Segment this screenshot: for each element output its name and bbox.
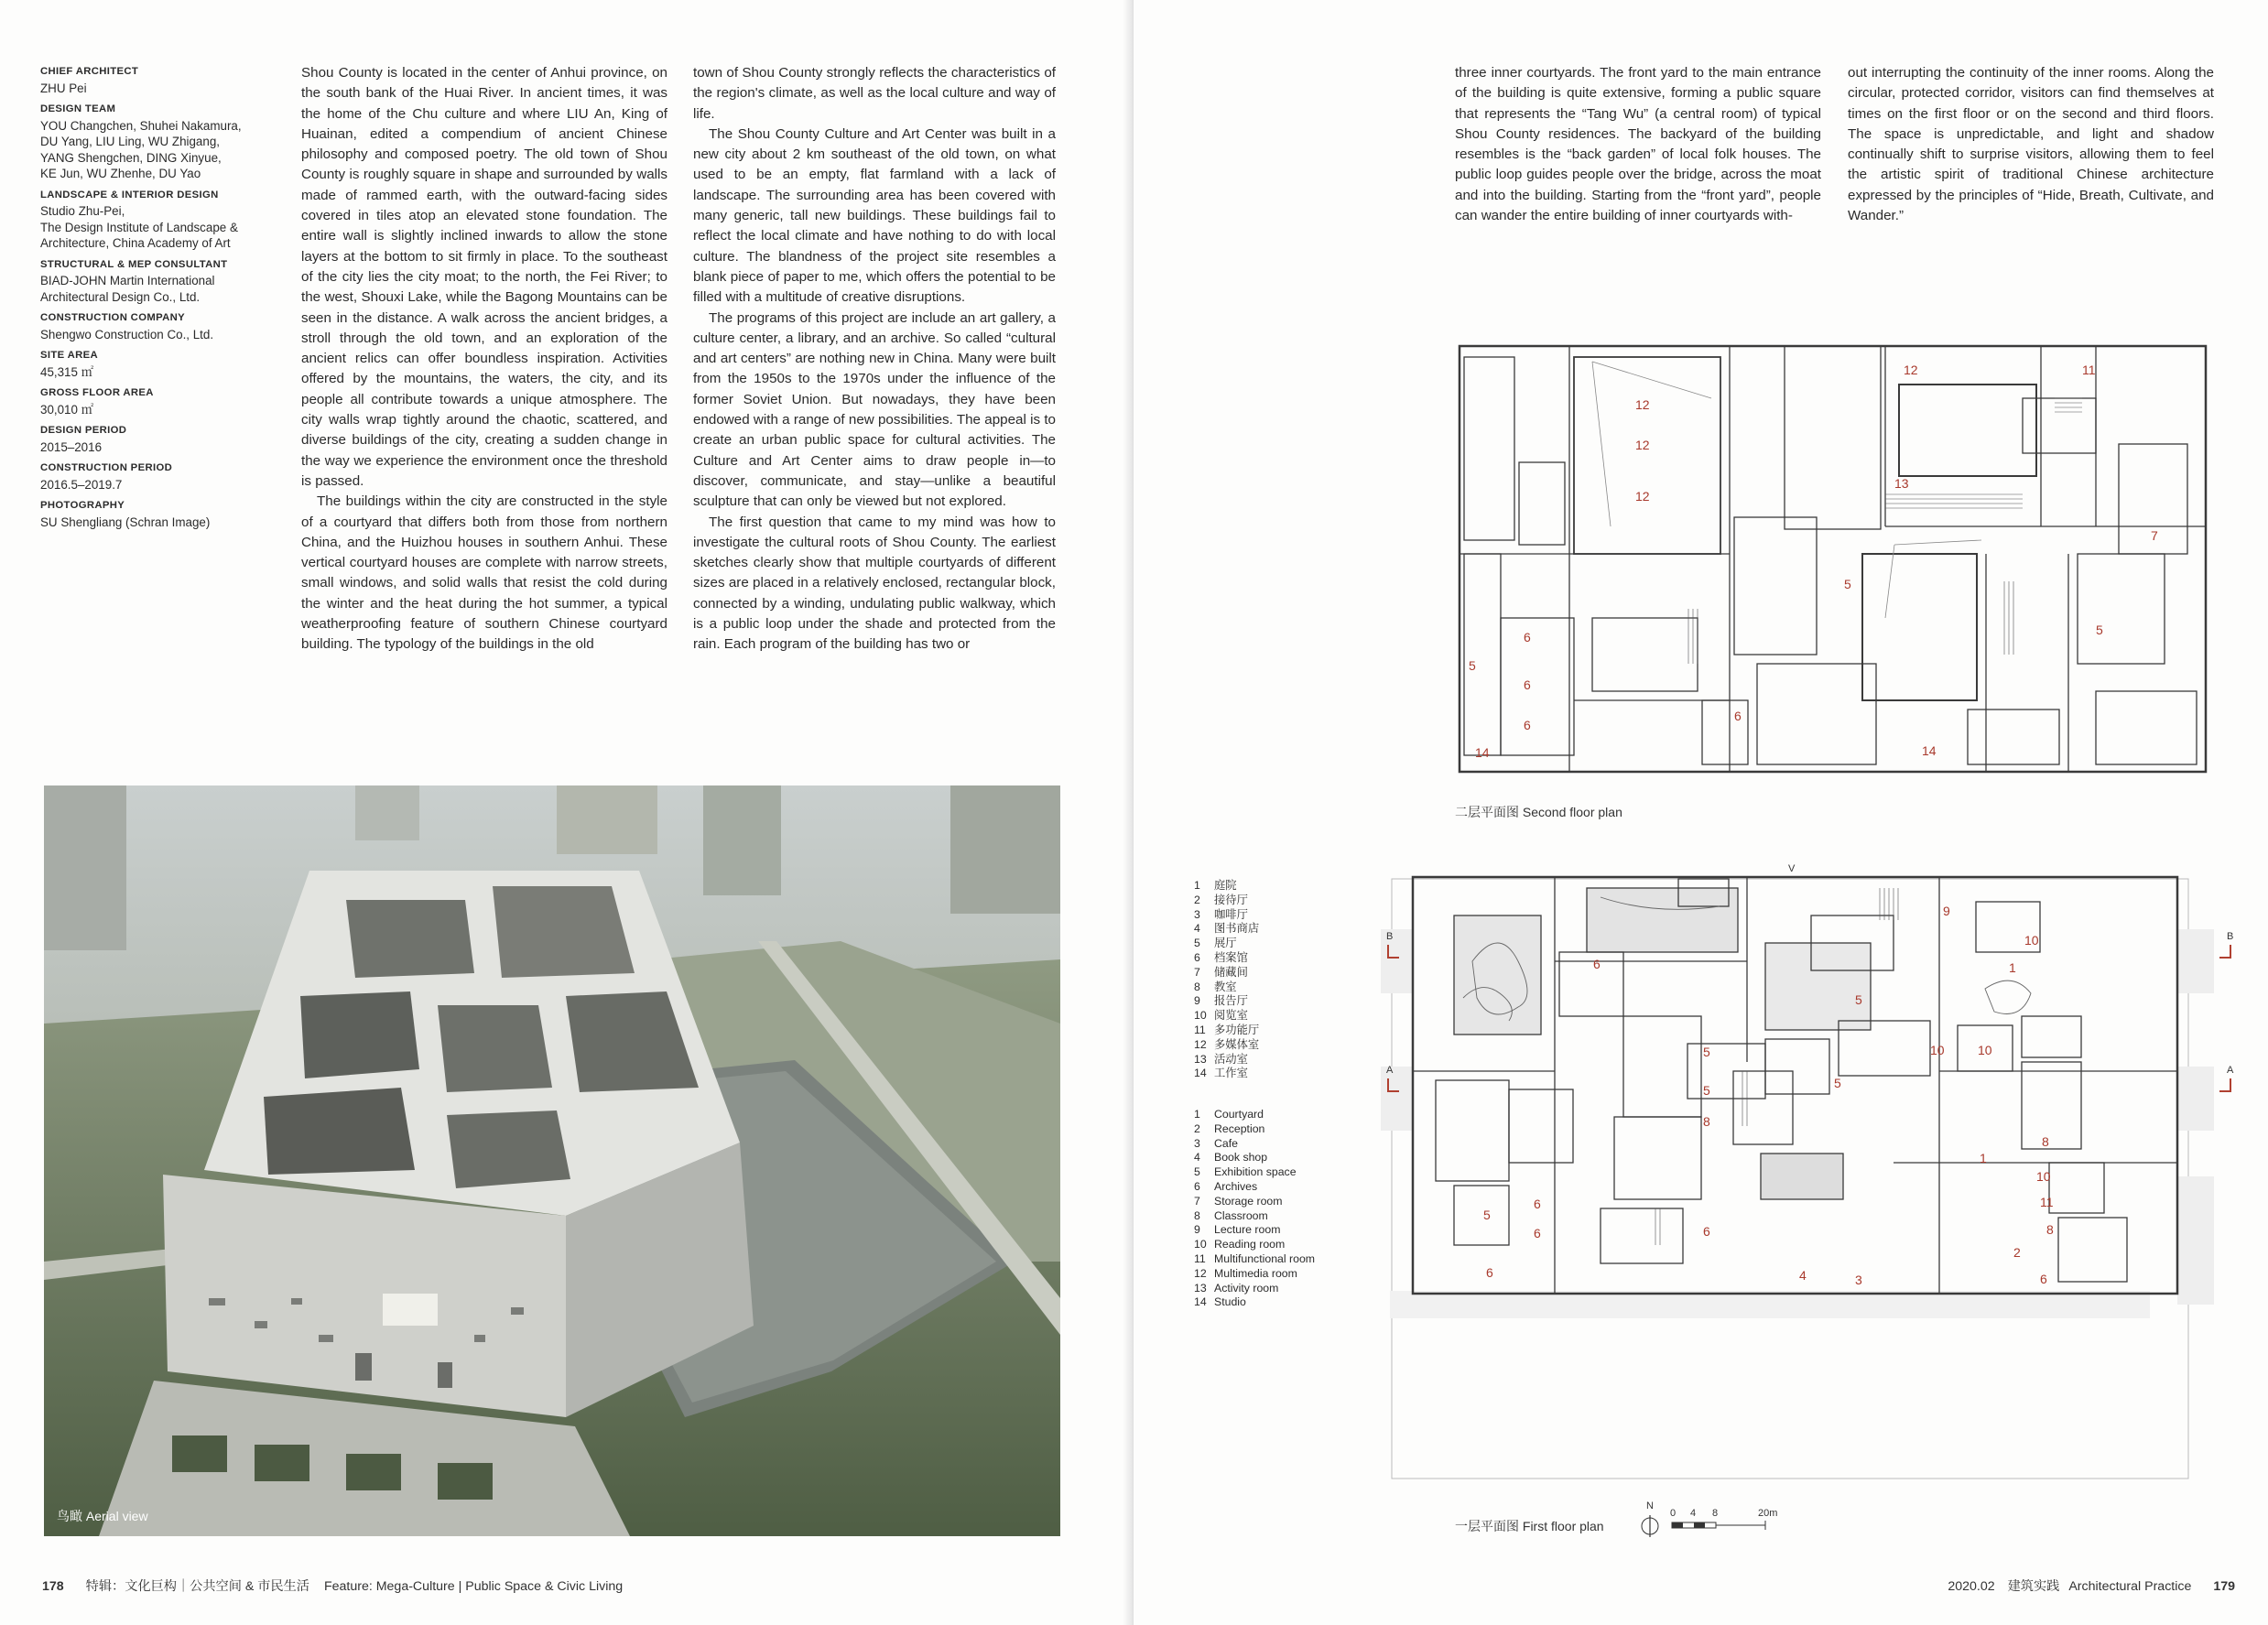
room-label: 6 [1703, 1224, 1710, 1239]
legend-item [1194, 1282, 1315, 1296]
room-label: 12 [1904, 363, 1918, 377]
legend-text: Archives [1214, 1179, 1258, 1193]
credit-label: CHIEF ARCHITECT [40, 66, 139, 77]
legend-text: 工作室 [1214, 1067, 1248, 1080]
paragraph: out interrupting the continuity of the inner rooms. Along the circular, protected corridor, visitors can find themselves at times on the first floor or on the second and third floors. The space is unpredictable, and light and shadow continually shift to surprise visitors, allowing them to feel the artistic spirit of traditional Chinese architecture expressed by the principles of “Hide, Breath, Cultivate, and Wander.” [1848, 65, 2214, 224]
section-cn: 特辑：文化巨构｜公共空间 & 市民生活 [85, 1579, 309, 1594]
legend-item [1194, 1009, 1259, 1024]
legend-item [1194, 1252, 1315, 1267]
section-mark: B [2227, 931, 2234, 942]
body-column-4 [1848, 63, 2214, 226]
legend-text: 图书商店 [1214, 922, 1260, 936]
room-label: 13 [1894, 476, 1909, 491]
legend-number: 14 [1194, 1295, 1207, 1309]
legend-text: 教室 [1214, 980, 1237, 993]
legend-number: 5 [1194, 937, 1200, 950]
room-label: 8 [2046, 1222, 2054, 1237]
footer-right [1948, 1576, 2235, 1595]
legend-text: 庭院 [1214, 879, 1237, 892]
legend-number: 8 [1194, 1208, 1200, 1222]
footer-left [42, 1576, 623, 1595]
credit-entry [40, 498, 278, 530]
legend-number: 12 [1194, 1266, 1207, 1280]
legend-text: Reception [1214, 1121, 1265, 1135]
legend-text: Lecture room [1214, 1223, 1281, 1237]
aerial-photo [44, 785, 1060, 1536]
legend-text: 阅览室 [1214, 1009, 1248, 1023]
room-label: 6 [2040, 1272, 2047, 1286]
credit-entry [40, 102, 278, 182]
room-label: 6 [1593, 957, 1601, 971]
body-column-1 [301, 63, 667, 655]
credit-value: BIAD-JOHN Martin International Architectural Design Co., Ltd. [40, 274, 215, 304]
scale-tick-20m: 20m [1758, 1508, 1778, 1519]
section-mark: A [2227, 1065, 2234, 1076]
scale-tick-0: 0 [1670, 1508, 1677, 1519]
first-floor-plan [1381, 861, 2260, 1483]
legend-item [1194, 894, 1259, 908]
legend-text: Storage room [1214, 1194, 1283, 1208]
legend-number: 12 [1194, 1037, 1207, 1051]
room-label: 5 [1483, 1208, 1491, 1222]
legend-item [1194, 1195, 1315, 1209]
legend-item [1194, 1137, 1315, 1152]
legend-number: 1 [1194, 879, 1200, 892]
legend-text: 档案馆 [1214, 950, 1248, 964]
legend-item [1194, 1209, 1315, 1224]
room-label: 11 [2040, 1195, 2054, 1209]
room-label: 10 [2024, 933, 2039, 948]
credit-label: PHOTOGRAPHY [40, 500, 125, 511]
legend-text: 多媒体室 [1214, 1037, 1260, 1051]
room-label: 12 [1635, 438, 1650, 452]
legend-item [1194, 1151, 1315, 1165]
room-label: 6 [1524, 630, 1531, 645]
credit-entry [40, 423, 278, 455]
project-credits [40, 64, 278, 536]
legend-en [1194, 1108, 1315, 1310]
photo-caption: 鸟瞰 Aerial view [57, 1509, 148, 1523]
legend-text: Cafe [1214, 1136, 1238, 1150]
room-label: 6 [1534, 1226, 1541, 1240]
north-arrow-icon [1637, 1506, 1820, 1543]
paragraph: The first question that came to my mind was how to investigate the cultural roots of Shou County. The earliest sketches clearly show that multiple courtyards of different sizes are placed in a relatively enclosed, rectangular block, connected by a winding, undulating public walkway, which is a public loop under the shade and protected from the rain. Each program of the building has two or [693, 514, 1056, 653]
credit-value: 2015–2016 [40, 439, 103, 454]
section-mark: V [1788, 863, 1796, 874]
credit-entry [40, 460, 278, 493]
north-label: N [1646, 1500, 1654, 1511]
room-label: 10 [2036, 1169, 2051, 1184]
body-column-2 [693, 63, 1056, 655]
paragraph: The buildings within the city are constructed in the style of a courtyard that differs both from those from northern China, and the Huizhou houses in southern Anhui. These vertical courtyard houses are complete with narrow streets, small windows, and solid walls that resist the cold during the winter and the heat during the hot summer, a typical weatherproofing feature of southern Chinese courtyard building. The typology of the buildings in the old [301, 493, 667, 653]
legend-item [1194, 994, 1259, 1009]
legend-text: Multimedia room [1214, 1266, 1297, 1280]
credit-value: SU Shengliang (Schran Image) [40, 515, 211, 529]
credit-label: STRUCTURAL & MEP CONSULTANT [40, 258, 228, 270]
room-label: 5 [1703, 1045, 1710, 1059]
legend-text: Studio [1214, 1295, 1246, 1309]
legend-number: 13 [1194, 1052, 1207, 1066]
credit-entry [40, 310, 278, 342]
first-floor-caption: 一层平面图 First floor plan [1455, 1519, 1604, 1533]
journal-en: Architectural Practice [2068, 1579, 2192, 1594]
credit-label: GROSS FLOOR AREA [40, 387, 154, 398]
paragraph: three inner courtyards. The front yard to the main entrance of the building is quite extensive, forming a public square that represents the “Tang Wu” (a central room) of typical Shou County residences. The backyard of the building resembles is the “back garden” of local folk houses. The public loop guides people over the bridge, across the moat and into the building. Starting from the “front yard”, people can wander the entire building of inner courtyards with- [1455, 65, 1821, 224]
section-mark: B [1386, 931, 1394, 942]
legend-number: 11 [1194, 1251, 1206, 1265]
legend-text: Reading room [1214, 1238, 1286, 1251]
legend-number: 5 [1194, 1165, 1200, 1179]
credit-entry [40, 257, 278, 306]
legend-item [1194, 1053, 1259, 1067]
section-mark: A [1386, 1065, 1394, 1076]
legend-number: 10 [1194, 1009, 1207, 1023]
legend-text: 报告厅 [1214, 994, 1248, 1008]
legend-number: 6 [1194, 1179, 1200, 1193]
credit-label: CONSTRUCTION COMPANY [40, 312, 186, 323]
room-label: 6 [1734, 709, 1742, 723]
room-label: 4 [1799, 1268, 1807, 1283]
credit-label: LANDSCAPE & INTERIOR DESIGN [40, 189, 219, 200]
legend-number: 11 [1194, 1023, 1206, 1036]
legend-item [1194, 1238, 1315, 1252]
legend-item [1194, 980, 1259, 995]
legend-number: 2 [1194, 893, 1200, 906]
credit-value: 2016.5–2019.7 [40, 477, 123, 492]
legend-text: 多功能厅 [1214, 1023, 1260, 1036]
room-label: 5 [1469, 658, 1476, 673]
room-label: 10 [1930, 1043, 1945, 1057]
legend-item [1194, 1295, 1315, 1310]
credit-label: CONSTRUCTION PERIOD [40, 462, 173, 473]
second-floor-caption: 二层平面图 Second floor plan [1455, 805, 1622, 819]
room-label: 14 [1475, 745, 1490, 760]
room-label: 14 [1922, 743, 1937, 758]
room-label: 6 [1524, 677, 1531, 692]
room-label: 7 [2151, 528, 2158, 543]
room-label: 8 [2042, 1134, 2049, 1149]
credit-value: Shengwo Construction Co., Ltd. [40, 327, 214, 341]
scale-tick-8: 8 [1712, 1508, 1719, 1519]
second-floor-plan-drawing [1455, 343, 2213, 775]
room-label: 5 [1703, 1083, 1710, 1098]
room-label: 5 [1855, 992, 1862, 1007]
paragraph: The Shou County Culture and Art Center was built in a new city about 2 km southeast of the old town, on what used to be an empty, flat farmland with a lack of landscape. The surrounding area has been covered with many generic, tall new buildings. These buildings fail to reflect the local climate and have nothing to do with local culture. The blandness of the project site resembles a blank piece of paper to me, which offers the potential to be filled with a multitude of creative disruptions. [693, 125, 1056, 306]
legend-item [1194, 1024, 1259, 1038]
room-label: 6 [1486, 1265, 1493, 1280]
page-number-right: 179 [2213, 1579, 2235, 1594]
legend-item [1194, 1180, 1315, 1195]
room-label: 11 [2082, 363, 2096, 377]
legend-text: Multifunctional room [1214, 1251, 1316, 1265]
credit-label: SITE AREA [40, 350, 98, 361]
legend-text: Book shop [1214, 1151, 1268, 1165]
room-label: 2 [2013, 1245, 2021, 1260]
credit-entry [40, 188, 278, 252]
legend-text: Exhibition space [1214, 1165, 1297, 1179]
legend-text: 展厅 [1214, 937, 1237, 950]
legend-item [1194, 922, 1259, 937]
legend-text: Activity room [1214, 1281, 1279, 1295]
legend-number: 3 [1194, 907, 1200, 921]
paragraph: town of Shou County strongly reflects the characteristics of the region's climate, as well as the local culture and way of life. [693, 65, 1056, 122]
credit-entry [40, 385, 278, 417]
credit-entry [40, 348, 278, 380]
legend-text: 储藏间 [1214, 965, 1248, 979]
credit-value: Studio Zhu-Pei, The Design Institute of Landscape & Architecture, China Academy of Art [40, 204, 238, 250]
paragraph: Shou County is located in the center of Anhui province, on the south bank of the Huai River. In ancient times, it was the home of the Chu culture and where LIU An, King of Huainan, edited a compendium of ancient Chinese philosophy and composed poetry. The old town of Shou County is roughly square in shape and surrounded by walls made of rammed earth, with the outward-facing sides covered in tiles atop an elevated stone foundation. The entire wall is slightly inclined inwards to allow the stone layers at the bottom to sit firmly in place. To the southeast of the city lies the city moat; to the north, the Fei River; to the west, Shouxi Lake, while the Bagong Mountains can be seen in the distance. A walk across the ancient bridges, a stroll through the old town, and an exploration of the ancient relics can offer boundless inspiration. Activities offered by the mountains, the waters, the city, and its people all contribute towards a unique atmosphere. The city walls wrap tightly around the chaotic, scattered, and diverse buildings of the city, creating a sudden change in the way we experience the environment once the threshold is passed. [301, 65, 667, 489]
legend-number: 6 [1194, 950, 1200, 964]
legend-item [1194, 1223, 1315, 1238]
scale-bar [1637, 1500, 1820, 1543]
scale-tick-4: 4 [1690, 1508, 1697, 1519]
credit-entry [40, 64, 278, 96]
room-label: 5 [1844, 577, 1851, 591]
room-label: 5 [1834, 1076, 1841, 1090]
legend-item [1194, 1267, 1315, 1282]
room-label: 12 [1635, 489, 1650, 504]
legend-cn [1194, 879, 1259, 1081]
credit-label: DESIGN TEAM [40, 103, 116, 114]
room-label: 6 [1534, 1197, 1541, 1211]
legend-item [1194, 1122, 1315, 1137]
room-label: 12 [1635, 397, 1650, 412]
room-label: 6 [1524, 718, 1531, 732]
room-label: 1 [1980, 1151, 1987, 1165]
legend-number: 10 [1194, 1238, 1207, 1251]
credit-value: 30,010 ㎡ [40, 402, 94, 417]
room-label: 1 [2009, 960, 2016, 975]
legend-number: 9 [1194, 994, 1200, 1008]
paragraph: The programs of this project are include an art gallery, a culture center, a library, and an archive. So called “cultural and art centers” are nothing new in China. Many were built from the 1950s to the 1970s under the influence of the former Soviet Union. But nowadays, they have been endowed with a range of new possibilities. The appeal is to create an urban public space for cultural activities. The Culture and Art Center aims to draw people in—to discover, communicate, and stay—unlike a beautiful sculpture that can only be viewed but not explored. [693, 309, 1056, 510]
right-page [1134, 0, 2268, 1625]
legend-number: 3 [1194, 1136, 1200, 1150]
legend-text: 接待厅 [1214, 893, 1248, 906]
second-floor-plan [1455, 343, 2213, 775]
legend-number: 1 [1194, 1108, 1200, 1121]
credit-label: DESIGN PERIOD [40, 425, 127, 436]
room-label: 3 [1855, 1273, 1862, 1287]
issue-date: 2020.02 [1948, 1579, 1995, 1594]
legend-text: 咖啡厅 [1214, 907, 1248, 921]
legend-number: 2 [1194, 1121, 1200, 1135]
body-column-3 [1455, 63, 1821, 226]
credit-value: YOU Changchen, Shuhei Nakamura, DU Yang, LIU Ling, WU Zhigang, YANG Shengchen, DING Xinyue, KE Jun, WU Zhenhe, DU Yao [40, 118, 242, 180]
journal-cn: 建筑实践 [2007, 1579, 2060, 1594]
legend-number: 14 [1194, 1067, 1207, 1080]
legend-text: Classroom [1214, 1208, 1268, 1222]
legend-number: 4 [1194, 1151, 1200, 1165]
section-en: Feature: Mega-Culture | Public Space & Civic Living [323, 1579, 624, 1594]
legend-number: 7 [1194, 965, 1200, 979]
legend-item [1194, 1165, 1315, 1180]
legend-item [1194, 951, 1259, 966]
legend-number: 8 [1194, 980, 1200, 993]
legend-item [1194, 966, 1259, 980]
legend-item [1194, 937, 1259, 951]
credit-value: 45,315 ㎡ [40, 364, 94, 379]
legend-item [1194, 879, 1259, 894]
room-label: 9 [1943, 904, 1950, 918]
legend-text: 活动室 [1214, 1052, 1248, 1066]
legend-item [1194, 1108, 1315, 1122]
legend-number: 7 [1194, 1194, 1200, 1208]
first-floor-plan-drawing [1381, 861, 2260, 1483]
legend-item [1194, 1067, 1259, 1081]
aerial-photo-drawing [44, 785, 1060, 1536]
legend-item [1194, 1038, 1259, 1053]
legend-number: 9 [1194, 1223, 1200, 1237]
legend-number: 4 [1194, 922, 1200, 936]
legend-text: Courtyard [1214, 1108, 1264, 1121]
room-label: 8 [1703, 1114, 1710, 1129]
page-number-left: 178 [42, 1579, 64, 1594]
credit-value: ZHU Pei [40, 81, 87, 95]
legend-item [1194, 908, 1259, 923]
room-label: 10 [1978, 1043, 1992, 1057]
room-label: 5 [2096, 623, 2103, 637]
legend-number: 13 [1194, 1281, 1207, 1295]
